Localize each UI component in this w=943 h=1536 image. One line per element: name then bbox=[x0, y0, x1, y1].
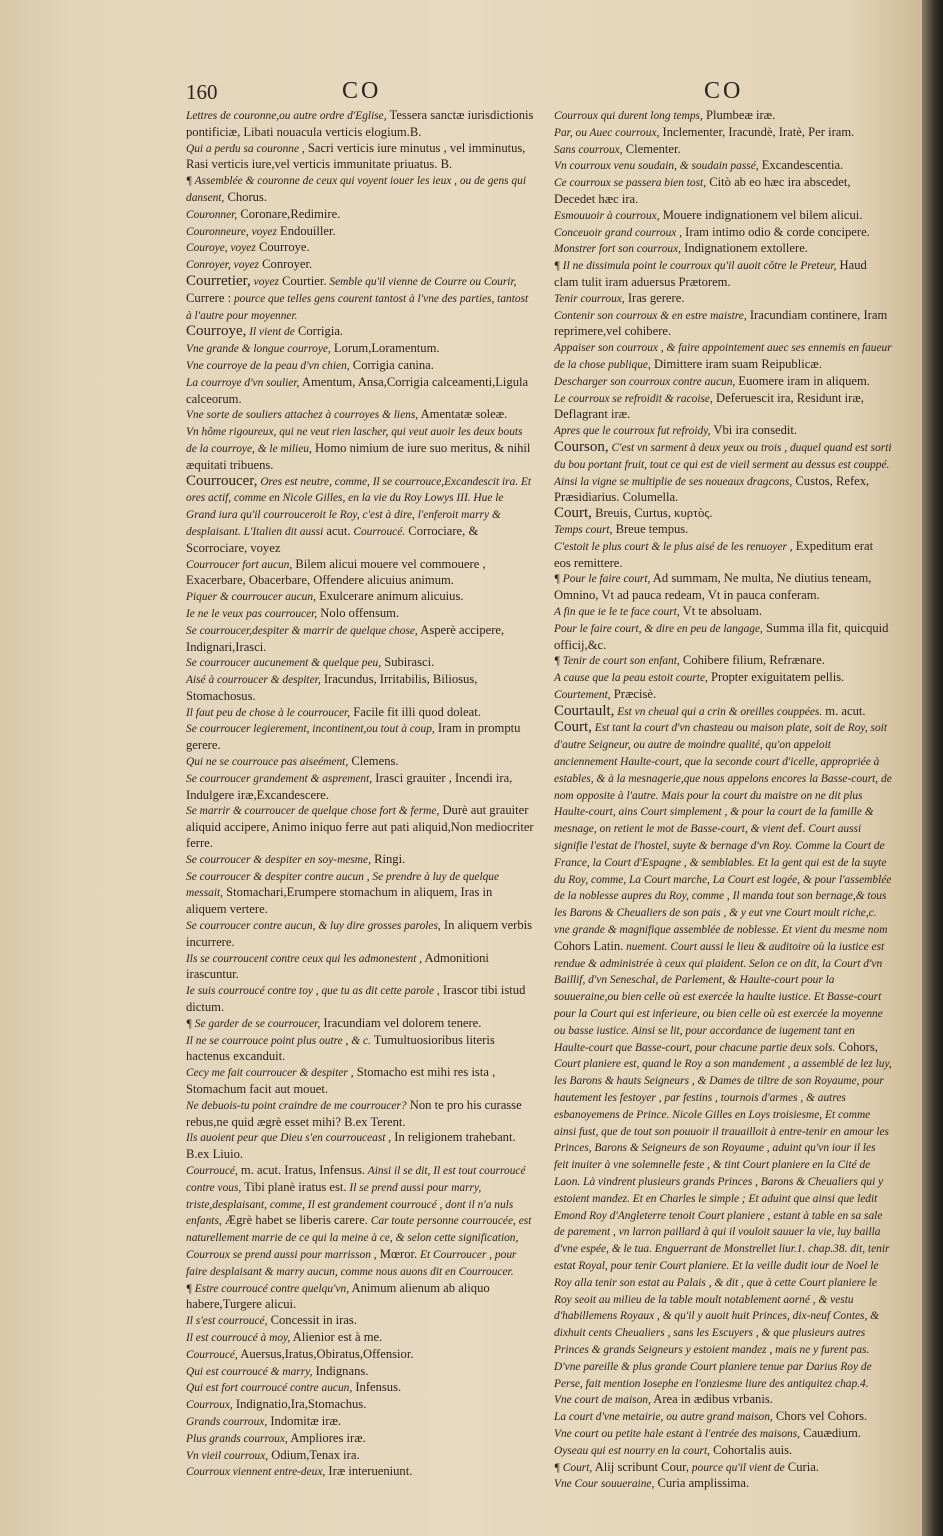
entry-french-text: voyez bbox=[250, 275, 279, 288]
dictionary-entry bbox=[186, 474, 536, 557]
entry-french-text: Conceuoir grand courroux , bbox=[554, 226, 683, 239]
dictionary-entry bbox=[186, 771, 536, 804]
entry-latin-text: Columella. bbox=[619, 490, 679, 505]
dictionary-entry bbox=[186, 705, 536, 722]
dictionary-entry bbox=[186, 1313, 536, 1330]
entry-french-text: Le courroux se refroidit & racoise, bbox=[554, 392, 713, 405]
dictionary-entry bbox=[554, 670, 892, 687]
entry-french-text: Court planiere est, quand le Roy a son mandement , a assemblé de lez luy, les Barons & hauts Seigneurs , & Dames de tiltre de son Royaume, pour hautement les festoyer , par festins , tournois d'armes , & autres esbanoyemens de Prince. Nicole Gilles en Loys troisiesme, Et comme ainsi fust, que de tout son pouuoir il trauailloit à entre-tenir en amour les Princes, Barons & Seigneurs de son Royaume , aduint qu'vn iour il les feit inuiter à vne solemnelle feste , & tint Court planiere en la Cité de Laon. Là vindrent plusieurs grands Princes , Barons & Cheualiers qui y estoient mandez. Et en Charles le simple ; Et aduint que ainsi que ledit Emond Roy d'Angleterre tenoit Court planiere , estant à table en sa sale de parement , vn larron paillard à qui il vouloit sauuer la vie, luy bailla d'vne espée, & le tua. Enguerrant de Monstrellet liur.1. chap.38. dit, tenir estat Royal, pour tenir Court planiere. Et la veille dudit iour de Noel le Roy alla tenir son estat au Palais , & dit , que à cette Court planiere le Roy seoit au milieu de la table moult notablement aorné , & vestu d'habillemens Royaux , & qu'il y auoit huit Princes, dix-neuf Contes, & dixhuit cents Cheualiers , sans les Escuyers , & que plusieurs autres Princes & grands Seigneurs y estoient mandez , mais ne y furent pas. D'vne pareille & plus grande Court planiere tenue par Darius Roy de Perse, fait mention Iosephe en l'onziesme liure des antiquitez chap.4. bbox=[554, 1058, 892, 1390]
entry-latin-text: Odium,Tenax ira. bbox=[268, 1447, 360, 1462]
entry-latin-text: Iram intimo odio & corde concipere. bbox=[682, 224, 870, 239]
dictionary-entry bbox=[186, 754, 536, 771]
dictionary-entry bbox=[186, 173, 536, 207]
dictionary-entry bbox=[554, 571, 892, 604]
entry-french-text: Est vn cheual qui a crin & oreilles couppées. bbox=[614, 705, 823, 718]
entry-french-text: Courroucé, bbox=[186, 1165, 238, 1177]
entry-latin-text: Nolo offensum. bbox=[317, 605, 400, 620]
entry-french-text: Sans courroux, bbox=[554, 143, 623, 156]
entry-french-text: Se courroucer & despiter contre aucun , Se prendre à luy de quelque messait, bbox=[186, 870, 500, 900]
entry-latin-text: Euomere iram in aliquem. bbox=[735, 373, 870, 388]
page-header bbox=[186, 78, 916, 108]
entry-latin-text: Tessera sanctæ iurisdictionis pontificiæ, Libati nouacula verticis elogium.B. bbox=[186, 108, 534, 139]
entry-french-text: Couronner, bbox=[186, 208, 238, 221]
entry-latin-text: Propter exiguitatem pellis. bbox=[707, 670, 845, 685]
dictionary-entry bbox=[186, 257, 536, 274]
entry-french-text: Appaiser son courroux , & faire appointement auec ses ennemis en faueur de la chose publique, bbox=[554, 342, 892, 371]
entry-latin-text: Iracundiam vel dolorem tenere. bbox=[320, 1015, 482, 1030]
entry-latin-text: Expeditum erat eos remittere. bbox=[554, 538, 874, 570]
entry-french-text: Vne sorte de souliers attachez à courroyes & liens, bbox=[186, 409, 419, 422]
dictionary-entry bbox=[554, 1460, 892, 1477]
dictionary-entry bbox=[554, 142, 892, 159]
entry-latin-text: Curia. bbox=[784, 1459, 819, 1474]
entry-french-text: Et Courroucer , pour faire desplaisant & marry aucun, comme nous auons dit en Courroucer. bbox=[186, 1248, 517, 1278]
entry-french-text: Temps court, bbox=[554, 523, 613, 536]
entry-latin-text: Durè aut grauiter aliquid accipere, Animo iniquo ferre aut pati aliquid,Non mediocriter ferre. bbox=[186, 803, 534, 851]
entry-latin-text: Iracundiam continere, Iram reprimere,vel cohibere. bbox=[554, 307, 888, 339]
dictionary-entry bbox=[554, 225, 892, 242]
dictionary-entry bbox=[554, 1426, 892, 1443]
entry-french-text: Lettres de couronne,ou autre ordre d'Eglise, bbox=[186, 110, 387, 122]
entry-latin-text: Ampliores iræ. bbox=[287, 1430, 366, 1445]
entry-french-text: Courtement, bbox=[554, 688, 611, 701]
entry-latin-text: Tumultuosioribus literis hactenus excanduit. bbox=[186, 1032, 495, 1064]
entry-latin-text: m. acut. Iratus, Infensus. bbox=[237, 1163, 366, 1177]
entry-french-text: Par, ou Auec courroux, bbox=[554, 126, 660, 139]
dictionary-entry bbox=[186, 341, 536, 358]
entry-french-text: Vne court de maison, bbox=[554, 1394, 651, 1407]
dictionary-entry bbox=[554, 1409, 892, 1426]
entry-french-text: Se courroucer aucunement & quelque peu, bbox=[186, 657, 382, 670]
entry-latin-text: Bilem alicui mouere vel commouere , Exacerbare, Obacerbare, Offendere alicuius animum. bbox=[186, 556, 486, 588]
dictionary-entry bbox=[186, 1431, 536, 1448]
entry-french-text: Ores est neutre, comme, Il se courrouce,Excandescit ira. Et ores actif, comme en Nicole Gilles, en la vie du Roy Lowys III. Hue le Grand iura qu'il courrouceroit le Roy, c'est à dire, l'enferoit marry & desplaisant. L'Italien dit aussi bbox=[186, 475, 532, 538]
dictionary-entry bbox=[186, 358, 536, 375]
entry-french-text: A cause que la peau estoit courte, bbox=[554, 672, 708, 685]
entry-latin-text: Indomitæ iræ. bbox=[267, 1413, 342, 1428]
entry-french-text: Court aussi signifie l'estat de l'hostel, suyte & bernage d'vn Roy. Comme la Court de France, la Court d'Espagne , & semblables. Et la gent qui est de la suyte du Roy, comme, La Court marche, La Court est logée, & pour l'assemblée de la noblesse aupres du Roy, comme , Il manda tout son bernage,& tous les Barons & Cheualiers de son pais , & y eut vne Court moult riche,c. vne grande & magnifique assemblée de noblesse. Et vient du mesme nom bbox=[554, 823, 892, 937]
entry-french-text: Oyseau qui est nourry en la court, bbox=[554, 1444, 710, 1457]
entry-latin-text: Area in ædibus vrbanis. bbox=[650, 1392, 773, 1407]
entry-latin-text: Indignationem extollere. bbox=[680, 241, 808, 256]
dictionary-entry bbox=[186, 424, 536, 473]
entry-latin-text: Amentum, Ansa,Corrigia calceamenti,Ligula calceorum. bbox=[186, 374, 529, 406]
dictionary-entry bbox=[186, 655, 536, 672]
entry-french-text: Ainsi il se dit, Il est tout courroucé contre vous, bbox=[186, 1165, 526, 1194]
entry-french-text: Ce courroux se passera bien tost, bbox=[554, 177, 707, 190]
entry-french-text: C'estoit le plus court & le plus aisé de les renuoyer , bbox=[554, 540, 793, 553]
dictionary-entry bbox=[554, 720, 892, 1056]
entry-french-text: La courroye d'vn soulier, bbox=[186, 376, 300, 389]
entry-french-text: A fin que ie le te face court, bbox=[554, 605, 680, 618]
dictionary-entry bbox=[554, 208, 892, 225]
dictionary-entry bbox=[186, 141, 536, 174]
entry-french-text: Se courroucer,despiter & marrir de quelque chose, bbox=[186, 624, 418, 637]
entry-french-text: Piquer & courroucer aucun, bbox=[186, 591, 316, 604]
entry-french-text: Vne court ou petite hale estant à l'entrée des maisons, bbox=[554, 1427, 801, 1440]
entry-latin-text: Chorus. bbox=[224, 189, 267, 204]
entry-french-text: Aisé à courroucer & despiter, bbox=[186, 674, 321, 687]
dictionary-entry bbox=[554, 1476, 892, 1493]
dictionary-entry bbox=[554, 308, 892, 341]
entry-french-text: Il se prend aussi pour marry, triste,desplaisant, comme, Il est grandement courroucé , dont il n'a nuls enfants, bbox=[186, 1181, 514, 1228]
page-edge bbox=[922, 0, 943, 1536]
right-running-head: CO bbox=[704, 78, 744, 104]
entry-latin-text: Auersus,Iratus,Obiratus,Offensior. bbox=[237, 1346, 414, 1361]
entry-latin-text: Haud clam tulit iram aduersus Prætorem. bbox=[554, 258, 867, 289]
entry-latin-text: Courroye. bbox=[255, 240, 310, 255]
dictionary-entry bbox=[186, 852, 536, 869]
entry-french-text: ¶ Se garder de se courroucer, bbox=[186, 1017, 321, 1030]
dictionary-entry bbox=[554, 1056, 892, 1392]
entry-french-text: Ils auoient peur que Dieu s'en courrouceast , bbox=[186, 1132, 392, 1145]
entry-french-text: Courroucé, bbox=[186, 1348, 238, 1361]
entry-french-text: ¶ Court, bbox=[554, 1461, 593, 1474]
entry-latin-text: m. acut. bbox=[822, 703, 866, 718]
dictionary-entry bbox=[554, 423, 892, 440]
dictionary-entry bbox=[186, 672, 536, 705]
entry-french-text: Courroucer fort aucun, bbox=[186, 558, 293, 571]
dictionary-entry bbox=[186, 224, 536, 241]
entry-french-text: Courroux qui durent long temps, bbox=[554, 110, 703, 122]
dictionary-entry bbox=[554, 506, 892, 522]
entry-french-text: Esmouuoir à courroux, bbox=[554, 209, 660, 222]
dictionary-entry bbox=[186, 274, 536, 324]
entry-latin-text: In religionem trahebant. B.ex Liuio. bbox=[186, 1130, 516, 1162]
dictionary-entry bbox=[554, 158, 892, 175]
entry-french-text: Vne courroye de la peau d'vn chien, bbox=[186, 359, 350, 372]
entry-latin-text: Vbi ira consedit. bbox=[710, 423, 798, 438]
entry-french-text: Il faut peu de chose à le courroucer, bbox=[186, 706, 351, 719]
entry-latin-text: Plumbeæ iræ. bbox=[702, 108, 776, 122]
entry-french-text: Qui est courroucé & marry, bbox=[186, 1365, 313, 1378]
entry-french-text: Descharger son courroux contre aucun, bbox=[554, 375, 736, 388]
entry-latin-text: Clemens. bbox=[348, 754, 399, 769]
entry-latin-text: Dimittere iram suam Reipublicæ. bbox=[650, 356, 822, 371]
dictionary-entry bbox=[554, 440, 892, 506]
entry-french-text: ¶ Estre courroucé contre quelqu'vn, bbox=[186, 1282, 350, 1295]
entry-latin-text: acut. bbox=[323, 523, 351, 538]
entry-french-text: La court d'vne metairie, ou autre grand maison, bbox=[554, 1411, 773, 1424]
entry-latin-text: Alij scribunt Cour, bbox=[592, 1459, 689, 1474]
entry-latin-text: Currere : bbox=[186, 290, 232, 305]
dictionary-entry bbox=[186, 803, 536, 851]
dictionary-entry bbox=[186, 1347, 536, 1364]
dictionary-entry bbox=[554, 108, 892, 125]
dictionary-entry bbox=[186, 1016, 536, 1033]
entry-latin-text: Curia amplissima. bbox=[654, 1476, 750, 1491]
dictionary-entry bbox=[554, 258, 892, 291]
entry-french-text: Il ne se courrouce point plus outre , & c. bbox=[186, 1034, 371, 1047]
entry-french-text: Se courroucer contre aucun, & luy dire grosses paroles, bbox=[186, 920, 441, 933]
dictionary-entry bbox=[186, 1130, 536, 1163]
dictionary-entry bbox=[186, 1448, 536, 1465]
entry-french-text: Couroye, voyez bbox=[186, 242, 256, 255]
entry-latin-text: Ad summam, Ne multa, Ne diutius teneam, Omnino, Vt ad pauca redeam, Vt in pauca conferam. bbox=[554, 571, 872, 603]
entry-french-text: Vne Cour souueraine, bbox=[554, 1478, 655, 1491]
entry-latin-text: Iram in promptu gerere. bbox=[186, 721, 521, 753]
entry-french-text: Se courroucer & despiter en soy-mesme, bbox=[186, 853, 371, 866]
entry-latin-text: Homo nimium de iure suo meritus, & nihil æquitati tribuens. bbox=[186, 440, 531, 472]
entry-latin-text: Animum alienum ab aliquo habere,Turgere alicui. bbox=[186, 1280, 490, 1312]
entry-french-text: Apres que le courroux fut refroidy, bbox=[554, 425, 711, 438]
entry-latin-text: Inclementer, Iracundè, Iratè, Per iram. bbox=[659, 124, 855, 139]
entry-latin-text: Asperè accipere, Indignari,Irasci. bbox=[186, 622, 505, 654]
entry-latin-text: Stomacho est mihi res ista , Stomachum facit aut mouet. bbox=[186, 1065, 496, 1097]
dictionary-entry bbox=[186, 1397, 536, 1414]
dictionary-entry bbox=[186, 951, 536, 984]
dictionary-entry bbox=[186, 1380, 536, 1397]
dictionary-entry bbox=[186, 721, 536, 754]
entry-latin-text: Non te pro his curasse rebus,ne quid ægrè esset mihi? B.ex Terent. bbox=[186, 1097, 522, 1129]
entry-latin-text: Tibi planè iratus est. bbox=[241, 1179, 347, 1194]
entry-french-text: nuement. Court aussi le lieu & auditoire où la iustice est rendue & administrée à ceux qui plaident. Selon ce on dit, la Court d'vn Baillif, d'vn Seneschal, de Parlement, & Haulte-court pour la souueraine,ou bien celle où est exercée la haulte iustice. Et Basse-court pour la Court qui est inferieure, ou bien celle où est exercée la moyenne ou basse iustice. Ainsi se lit, pour accordance de iugement tant en Haulte-court que Basse-court, pour chacune partie deux sols. bbox=[554, 940, 885, 1054]
entry-latin-text: f. bbox=[798, 821, 806, 836]
dictionary-entry bbox=[554, 340, 892, 374]
entry-latin-text: Cohibere filium, Refrænare. bbox=[679, 653, 825, 668]
entry-latin-text: Custos, Refex, Præsidiarius. bbox=[554, 473, 870, 505]
entry-french-text: Grands courroux, bbox=[186, 1415, 268, 1428]
entry-french-text: Vn courroux venu soudain, & soudain passé, bbox=[554, 160, 759, 173]
entry-latin-text: Sacri verticis iure minutus , vel imminutus, Rasi verticis iure,vel verticis immunitate priuatus. B. bbox=[186, 140, 526, 172]
entry-latin-text: Stomachari,Erumpere stomachum in aliquem, Iras in aliquem vertere. bbox=[186, 885, 493, 917]
dictionary-entry bbox=[186, 1414, 536, 1431]
dictionary-entry bbox=[186, 1163, 536, 1281]
entry-french-text: ¶ Tenir de court son enfant, bbox=[554, 655, 680, 668]
entry-latin-text: Mouere indignationem vel bilem alicui. bbox=[659, 207, 863, 222]
entry-french-text: Car toute personne courroucée, est naturellement marrie de ce qui la meine à ce, & selon cette signification, Courroux se prend aussi pour marrisson , bbox=[186, 1215, 532, 1261]
dictionary-entry bbox=[186, 1033, 536, 1066]
left-column bbox=[186, 108, 536, 1479]
entry-french-text: Cecy me fait courroucer & despiter , bbox=[186, 1067, 354, 1080]
entry-latin-text: Clementer. bbox=[622, 141, 681, 156]
dictionary-entry bbox=[554, 704, 892, 721]
entry-latin-text: Admonitioni irascuntur. bbox=[186, 950, 489, 982]
entry-latin-text: Infensus. bbox=[352, 1380, 402, 1395]
dictionary-entry bbox=[554, 687, 892, 704]
left-running-head: CO bbox=[342, 78, 382, 104]
entry-french-text: Courroucé. bbox=[350, 525, 406, 538]
dictionary-entry bbox=[186, 589, 536, 606]
dictionary-entry bbox=[186, 108, 536, 141]
entry-french-text: Pour le faire court, & dire en peu de langage, bbox=[554, 622, 763, 635]
entry-latin-text: Cohortalis auis. bbox=[709, 1442, 793, 1457]
dictionary-entry bbox=[186, 1464, 536, 1481]
dictionary-entry bbox=[554, 291, 892, 308]
entry-french-text: pource que telles gens courent tantost à l'vne des parties, tantost à l'autre pour moyenner. bbox=[186, 292, 529, 322]
dictionary-entry bbox=[554, 391, 892, 424]
entry-latin-text: Corrigia canina. bbox=[349, 357, 434, 372]
dictionary-entry bbox=[186, 1098, 536, 1131]
entry-french-text: ¶ Pour le faire court, bbox=[554, 573, 651, 586]
entry-french-text: ¶ Il ne dissimula point le courroux qu'il auoit côtre le Preteur, bbox=[554, 260, 837, 273]
dictionary-entry bbox=[554, 1443, 892, 1460]
entry-latin-text: In aliquem verbis incurrere. bbox=[186, 918, 533, 949]
entry-latin-text: Præcisè. bbox=[610, 686, 657, 701]
entry-latin-text: Irascor tibi istud dictum. bbox=[186, 983, 526, 1015]
entry-latin-text: Indignans. bbox=[312, 1363, 369, 1378]
entry-latin-text: Concessit in iras. bbox=[267, 1313, 357, 1328]
dictionary-entry bbox=[554, 125, 892, 142]
entry-latin-text: Vt te absoluam. bbox=[679, 603, 763, 618]
dictionary-entry bbox=[554, 175, 892, 208]
dictionary-entry bbox=[554, 604, 892, 621]
dictionary-entry bbox=[186, 1330, 536, 1347]
entry-french-text: Semble qu'il vienne de Courre ou Courir, bbox=[326, 275, 517, 288]
entry-latin-text: Deferuescit ira, Residunt iræ, Deflagrant iræ. bbox=[554, 390, 864, 422]
entry-latin-text: Conroyer. bbox=[258, 257, 313, 272]
entry-french-text: pource qu'il vient de bbox=[689, 1461, 785, 1474]
entry-latin-text: Mœror. bbox=[376, 1246, 418, 1261]
entry-french-text: Il vient de bbox=[246, 326, 295, 339]
entry-french-text: Monstrer fort son courroux, bbox=[554, 243, 681, 256]
entry-french-text: Couronneure, voyez bbox=[186, 225, 277, 238]
entry-latin-text: Alienior est à me. bbox=[290, 1329, 383, 1344]
entry-latin-text: Breuis, Curtus, κυρτὸς. bbox=[591, 506, 713, 521]
entry-french-text: Ie ne le veux pas courroucer, bbox=[186, 607, 318, 620]
dictionary-entry bbox=[186, 407, 536, 424]
entry-latin-text: Facile fit illi quod doleat. bbox=[350, 704, 481, 719]
dictionary-entry bbox=[186, 207, 536, 224]
dictionary-entry bbox=[186, 1281, 536, 1314]
page-number: 160 bbox=[186, 80, 218, 104]
entry-french-text: ¶ Assemblée & couronne de ceux qui voyent iouer les ieux , ou de gens qui dansent, bbox=[186, 175, 526, 204]
entry-latin-text: Exulcerare animum alicuius. bbox=[315, 589, 464, 604]
entry-latin-text: Irasci grauiter , Incendi ira, Indulgere iræ,Excandescere. bbox=[186, 770, 513, 802]
entry-french-text: Contenir son courroux & en estre maistre, bbox=[554, 309, 747, 322]
entry-headword: Courson, bbox=[554, 438, 609, 455]
entry-headword: Court, bbox=[554, 505, 592, 522]
entry-french-text: Est tant la court d'vn chasteau ou maison plate, soit de Roy, soit d'autre Seigneur, ou autre de moindre qualité, qu'on appeloit anciennement Haulte-court, que la seconde court d'icelle, appropriée à estables, & à la mesnagerie,que nous appelons encores la Basse-court, de nom opposite à l'autre. Mais pour la court du maistre on ne dit plus Haulte-court, ains Court simplement , & pour la court de la famille & mesnage, on retient le mot de Basse-court, & vient de bbox=[554, 722, 892, 836]
entry-headword: Courretier, bbox=[186, 272, 251, 289]
dictionary-entry bbox=[186, 324, 536, 341]
entry-french-text: Vn vieil courroux, bbox=[186, 1449, 269, 1462]
entry-french-text: Se courroucer legierement, incontinent,ou tout à coup, bbox=[186, 723, 435, 736]
entry-latin-text: Endouiller. bbox=[276, 223, 336, 238]
entry-latin-text: Ringi. bbox=[370, 851, 406, 866]
entry-french-text: Ne debuois-tu point craindre de me courroucer? bbox=[186, 1099, 407, 1112]
entry-french-text: Conroyer, voyez bbox=[186, 259, 259, 272]
dictionary-entry bbox=[554, 653, 892, 670]
entry-latin-text: Breue tempus. bbox=[612, 521, 689, 536]
entry-latin-text: Summa illa fit, quicquid officij,&c. bbox=[554, 620, 889, 652]
dictionary-entry bbox=[186, 375, 536, 408]
entry-latin-text: Ægrè habet se liberis carere. bbox=[221, 1213, 368, 1228]
entry-latin-text: Cohors Latin. bbox=[554, 938, 624, 953]
entry-latin-text: Cauædium. bbox=[800, 1425, 861, 1440]
dictionary-entry bbox=[186, 1065, 536, 1098]
entry-latin-text: Courtier. bbox=[278, 273, 327, 288]
entry-french-text: Tenir courroux, bbox=[554, 292, 625, 305]
dictionary-entry bbox=[186, 240, 536, 257]
entry-latin-text: Amentatæ soleæ. bbox=[418, 407, 508, 422]
entry-latin-text: Excandescentia. bbox=[758, 158, 844, 173]
entry-french-text: Qui est fort courroucé contre aucun, bbox=[186, 1382, 353, 1395]
dictionary-entry bbox=[554, 539, 892, 572]
entry-latin-text: Iras gerere. bbox=[624, 290, 685, 305]
entry-french-text: Ils se courroucent contre ceux qui les admonestent , bbox=[186, 952, 423, 965]
entry-latin-text: Indignatio,Ira,Stomachus. bbox=[232, 1397, 367, 1412]
entry-headword: Courroye, bbox=[186, 323, 247, 340]
entry-latin-text: Corrociare, & Scorrociare, voyez bbox=[186, 523, 479, 555]
entry-french-text: Se marrir & courroucer de quelque chose fort & ferme, bbox=[186, 805, 440, 818]
entry-latin-text: Iræ interueniunt. bbox=[325, 1464, 413, 1479]
entry-latin-text: Subirasci. bbox=[381, 655, 435, 670]
entry-headword: Courtault, bbox=[554, 702, 615, 719]
dictionary-entry bbox=[554, 241, 892, 258]
entry-french-text: Vne grande & longue courroye, bbox=[186, 343, 331, 356]
dictionary-entry bbox=[186, 557, 536, 590]
entry-french-text: Se courroucer grandement & asprement, bbox=[186, 772, 373, 785]
entry-latin-text: Corrigia. bbox=[294, 324, 344, 339]
dictionary-entry bbox=[554, 522, 892, 539]
entry-latin-text: Cohors, bbox=[835, 1039, 878, 1054]
entry-latin-text: Citò ab eo hæc ira abscedet, Decedet hæc ira. bbox=[554, 175, 851, 206]
dictionary-entry bbox=[186, 1364, 536, 1381]
dictionary-entry bbox=[186, 606, 536, 623]
dictionary-entry bbox=[186, 623, 536, 656]
dictionary-entry bbox=[186, 918, 536, 951]
entry-latin-text: Coronare,Redimire. bbox=[237, 206, 341, 221]
entry-french-text: Qui a perdu sa couronne , bbox=[186, 142, 305, 155]
dictionary-entry bbox=[186, 983, 536, 1016]
entry-french-text: Plus grands courroux, bbox=[186, 1432, 288, 1445]
entry-latin-text: Iracundus, Irritabilis, Biliosus, Stomachosus. bbox=[186, 672, 478, 703]
dictionary-entry bbox=[186, 869, 536, 918]
entry-french-text: Il est courroucé à moy, bbox=[186, 1331, 291, 1344]
entry-french-text: Ie suis courroucé contre toy , que tu as dit cette parole , bbox=[186, 985, 440, 998]
entry-french-text: Courroux, bbox=[186, 1399, 233, 1412]
entry-french-text: Il s'est courroucé, bbox=[186, 1315, 268, 1328]
dictionary-entry bbox=[554, 1392, 892, 1409]
entry-french-text: Courroux viennent entre-deux, bbox=[186, 1466, 326, 1479]
dictionary-entry bbox=[554, 374, 892, 391]
right-column bbox=[554, 108, 892, 1491]
entry-french-text: Vn hôme rigoureux, qui ne veut rien lascher, qui veut auoir les deux bouts de la courroye, & le milieu, bbox=[186, 426, 523, 455]
entry-headword: Courroucer, bbox=[186, 472, 258, 489]
entry-latin-text: Lorum,Loramentum. bbox=[330, 341, 440, 356]
entry-french-text: Qui ne se courrouce pas aiseément, bbox=[186, 756, 349, 769]
dictionary-entry bbox=[554, 621, 892, 654]
entry-headword: Court, bbox=[554, 719, 592, 736]
entry-latin-text: Chors vel Cohors. bbox=[772, 1409, 868, 1424]
entry-french-text: C'est vn sarment à deux yeux ou trois , duquel quand est sorti du bou portant fruit, tout ce qui est de vieil serment au dessus est couppé. Ainsi la vigne se multiplie de ses noueaux dragcons, bbox=[554, 441, 892, 488]
